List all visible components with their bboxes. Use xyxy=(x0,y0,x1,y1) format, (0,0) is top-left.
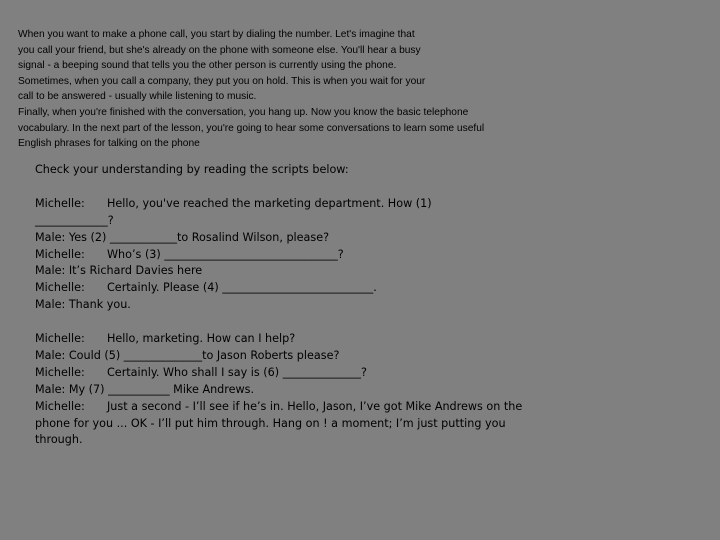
speaker-label: Male: xyxy=(35,230,66,244)
speaker-label: Michelle: xyxy=(35,196,85,210)
line-text: Who’s (3) _______________________________? xyxy=(107,247,344,261)
speaker-label: Michelle: xyxy=(35,247,85,261)
intro-line: vocabulary. In the next part of the lesson, you're going to hear some conversations to learn some useful xyxy=(18,122,485,134)
line-text: My (7) ___________ Mike Andrews. xyxy=(68,382,255,396)
line-text: _____________? xyxy=(35,213,114,227)
speaker-label: Male: xyxy=(35,298,66,312)
intro-line: signal - a beeping sound that tells you the other person is currently using the phone. xyxy=(18,60,397,72)
spacer xyxy=(35,314,705,331)
script-line xyxy=(35,331,705,348)
speaker-label: Male: xyxy=(35,348,66,362)
script-line xyxy=(35,247,705,264)
line-text: Hello, marketing. How can I help? xyxy=(107,332,296,346)
line-text: Certainly. Who shall I say is (6) ______________? xyxy=(107,365,367,379)
intro-line: When you want to make a phone call, you start by dialing the number. Let's imagine that xyxy=(18,29,415,40)
script-line xyxy=(35,297,705,314)
speaker-label: Male: xyxy=(35,264,66,278)
exercise-heading: Check your understanding by reading the scripts below: xyxy=(35,163,349,176)
intro-line: Finally, when you're finished with the conversation, you hang up. Now you know the basic telephone xyxy=(18,106,469,118)
line-text: Just a second - I’ll see if he’s in. Hello, Jason, I’ve got Mike Andrews on the xyxy=(107,399,523,413)
intro-paragraph xyxy=(18,27,708,152)
line-text: Yes (2) ____________to Rosalind Wilson, please? xyxy=(68,230,330,244)
script-line xyxy=(35,365,705,382)
script-line xyxy=(35,213,705,230)
script-2 xyxy=(35,331,705,449)
line-text: It’s Richard Davies here xyxy=(68,264,203,278)
speaker-label: Michelle: xyxy=(35,365,85,379)
speaker-label: Michelle: xyxy=(35,332,85,346)
intro-line: Sometimes, when you call a company, they put you on hold. This is when you wait for your xyxy=(18,75,426,87)
intro-line: you call your friend, but she's already on the phone with someone else. You'll hear a busy xyxy=(18,44,421,56)
script-line xyxy=(35,399,705,416)
line-text: Thank you. xyxy=(68,298,131,312)
line-text: Certainly. Please (4) ___________________________. xyxy=(107,281,377,295)
script-line xyxy=(35,230,705,247)
speaker-label: Male: xyxy=(35,382,66,396)
script-line xyxy=(35,348,705,365)
line-text: Hello, you've reached the marketing department. How (1) xyxy=(107,196,432,210)
line-text: through. xyxy=(35,433,83,447)
line-text: Could (5) ______________to Jason Roberts please? xyxy=(68,348,340,362)
intro-line: call to be answered - usually while listening to music. xyxy=(18,91,257,103)
line-text: phone for you ... OK - I’ll put him through. Hang on ! a moment; I’m just putting you xyxy=(35,416,506,430)
script-1 xyxy=(35,196,705,314)
intro-line: English phrases for talking on the phone xyxy=(18,138,200,150)
script-line xyxy=(35,382,705,399)
script-line xyxy=(35,280,705,297)
script-line xyxy=(35,263,705,280)
exercise-section xyxy=(35,162,705,449)
script-line xyxy=(35,196,705,213)
speaker-label: Michelle: xyxy=(35,399,85,413)
script-line xyxy=(35,432,705,449)
script-line xyxy=(35,416,705,433)
speaker-label: Michelle: xyxy=(35,281,85,295)
